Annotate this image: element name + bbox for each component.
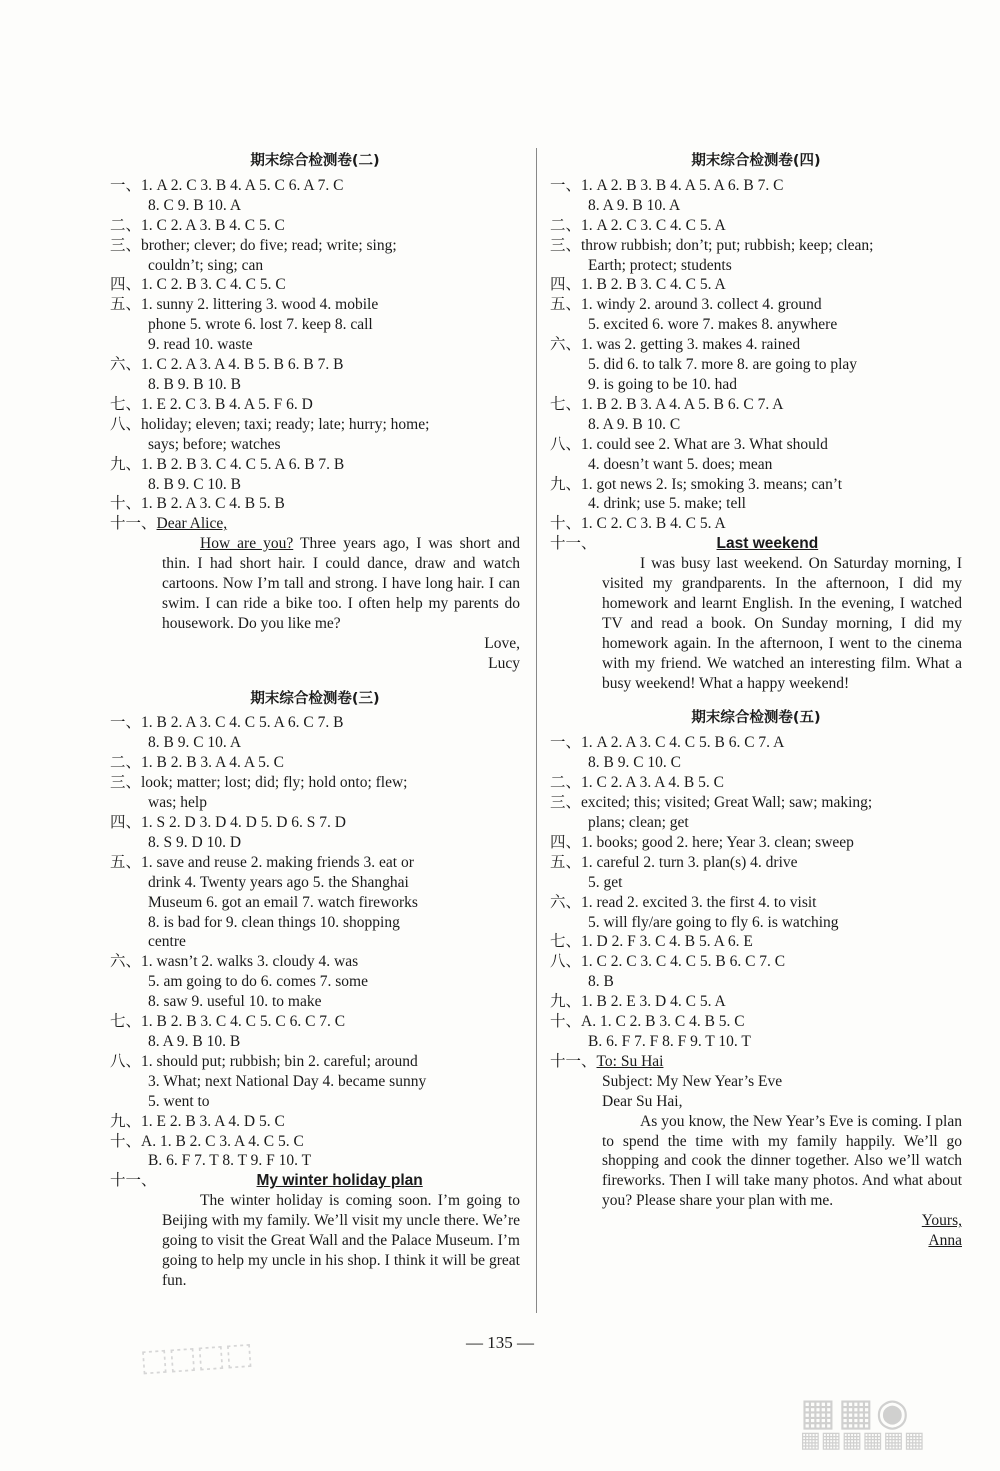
answer-line: 五、1. save and reuse 2. making friends 3. eat or <box>110 853 414 871</box>
answer-line: 九、1. B 2. B 3. C 4. C 5. A 6. B 7. B <box>110 455 345 473</box>
answer-line: 8. A 9. B 10. B <box>148 1032 241 1050</box>
answer-line: 五、1. careful 2. turn 3. plan(s) 4. drive <box>550 853 798 871</box>
email-greeting: Dear Su Hai, <box>602 1092 683 1110</box>
answer-line: 六、1. wasn’t 2. walks 3. cloudy 4. was <box>110 953 359 971</box>
answer-line: 十、1. C 2. C 3. B 4. C 5. A <box>550 515 726 533</box>
letter-body <box>110 534 520 634</box>
essay-text: The winter holiday is coming soon. I’m going to Beijing with my family. We’ll visit my uncle there. We’re going to visit the Great Wall and the Palace Museum. I’m going to help my uncle in his shop. I think it will be great fun. <box>162 1192 520 1289</box>
answer-line: 8. S 9. D 10. D <box>148 833 242 851</box>
letter-header <box>110 514 520 534</box>
answer-line: 8. B <box>588 973 614 991</box>
answer-line: 一、1. B 2. A 3. C 4. C 5. A 6. C 7. B <box>110 714 344 732</box>
answer-line: 四、1. S 2. D 3. D 4. D 5. D 6. S 7. D <box>110 814 346 831</box>
email-to-line <box>550 1052 962 1072</box>
letter-text: Three years ago, I was short and thin. I had short hair. I could dance, draw and watch cartoons. Now I’m tall and strong. I have long hair. I can swim. I can ride a bike too. I often help my parents do housework. Do you like me? <box>162 535 520 632</box>
answer-line: 8. saw 9. useful 10. to make <box>148 993 322 1011</box>
letter-greeting: Dear Alice, <box>156 515 228 533</box>
answer-line: was; help <box>148 794 207 812</box>
essay-header <box>550 534 962 554</box>
answer-line: 5. am going to do 6. comes 7. some <box>148 973 368 991</box>
answer-line: 3. What; next National Day 4. became sunny <box>148 1072 427 1090</box>
answer-line: 九、1. got news 2. Is; smoking 3. means; can’t <box>550 475 843 493</box>
answer-line: B. 6. F 7. F 8. F 9. T 10. T <box>588 1032 751 1050</box>
essay-body <box>550 554 962 693</box>
email-closing: Yours, <box>921 1212 962 1230</box>
answer-line: 8. A 9. B 10. C <box>588 415 681 433</box>
answer-line: 六、1. C 2. A 3. A 4. B 5. B 6. B 7. B <box>110 356 344 374</box>
answer-line: 5. excited 6. wore 7. makes 8. anywhere <box>588 316 838 334</box>
section-title: 期末综合检测卷(三) <box>250 690 380 707</box>
answer-line: 二、1. B 2. B 3. A 4. A 5. C <box>110 754 284 772</box>
answer-line: 8. A 9. B 10. A <box>588 196 681 214</box>
answer-block <box>110 713 520 1171</box>
answer-line: 七、1. E 2. C 3. B 4. A 5. F 6. D <box>110 395 313 413</box>
answer-line: 8. B 9. C 10. B <box>148 475 242 493</box>
answer-line: couldn’t; sing; can <box>148 256 264 274</box>
answer-line: 5. went to <box>148 1092 210 1110</box>
answer-line: 二、1. C 2. A 3. B 4. C 5. C <box>110 216 285 234</box>
answer-line: 四、1. C 2. B 3. C 4. C 5. C <box>110 276 286 294</box>
answer-line: 五、1. sunny 2. littering 3. wood 4. mobile <box>110 296 379 314</box>
answer-line: 三、look; matter; lost; did; fly; hold onto; flew; <box>110 774 408 792</box>
email-subject: Subject: My New Year’s Eve <box>602 1072 783 1090</box>
answer-line: 五、1. windy 2. around 3. collect 4. ground <box>550 296 822 314</box>
answer-line: drink 4. Twenty years ago 5. the Shanghai <box>148 873 409 891</box>
answer-line: 九、1. B 2. E 3. D 4. C 5. A <box>550 993 726 1011</box>
answer-line: 三、brother; clever; do five; read; write; sing; <box>110 236 397 254</box>
faded-stamp-logo: ⬚⬚⬚⬚ <box>138 1336 255 1379</box>
answer-line: 8. B 9. B 10. B <box>148 375 242 393</box>
left-column <box>110 150 520 1291</box>
answer-block <box>550 733 962 1052</box>
right-column <box>550 150 962 1251</box>
section-title: 期末综合检测卷(四) <box>691 153 821 169</box>
answer-line: 二、1. C 2. A 3. A 4. B 5. C <box>550 774 724 792</box>
answer-block <box>110 176 520 514</box>
answer-block <box>550 176 962 534</box>
answer-line: 十、1. B 2. A 3. C 4. B 5. B <box>110 495 285 513</box>
answer-line: 5. will fly/are going to fly 6. is watching <box>588 913 839 931</box>
answer-line: 一、1. A 2. C 3. B 4. A 5. C 6. A 7. C <box>110 176 344 194</box>
email-to: To: Su Hai <box>596 1052 664 1070</box>
answer-line: plans; clean; get <box>588 814 689 831</box>
essay-title: My winter holiday plan <box>256 1172 423 1190</box>
answer-line: 一、1. A 2. B 3. B 4. A 5. A 6. B 7. C <box>550 176 784 194</box>
answer-line: 八、1. should put; rubbish; bin 2. careful; around <box>110 1052 418 1070</box>
answer-line: 十、A. 1. B 2. C 3. A 4. C 5. C <box>110 1132 304 1150</box>
essay-text: I was busy last weekend. On Saturday morning, I visited my grandparents. In the afternoon, I did my homework and learnt English. In the evening, I watched TV and read a book. On Sunday morning, I did my homework again. In the afternoon, I went to the cinema with my friend. We watched an interesting film. What a busy weekend! What a happy weekend! <box>602 555 962 692</box>
question-label: 十一、 <box>110 1172 157 1190</box>
answer-line: 9. is going to be 10. had <box>588 375 737 393</box>
section-title: 期末综合检测卷(五) <box>691 710 821 727</box>
section-title: 期末综合检测卷(二) <box>250 153 380 169</box>
answer-line: 8. B 9. C 10. A <box>148 734 242 752</box>
answer-line: 八、1. could see 2. What are 3. What should <box>550 435 828 453</box>
answer-line: 5. get <box>588 873 623 891</box>
watermark-logo: ▦▦◉ ▦▦▦▦▦▦ <box>800 1390 925 1453</box>
email-signature: Anna <box>928 1232 962 1250</box>
question-label: 十一、 <box>550 1052 597 1070</box>
answer-line: 十、A. 1. C 2. B 3. C 4. B 5. C <box>550 1013 745 1031</box>
answer-line: 一、1. A 2. A 3. C 4. C 5. B 6. C 7. A <box>550 734 785 752</box>
question-label: 十一、 <box>110 515 157 533</box>
answer-line: 八、holiday; eleven; taxi; ready; late; hurry; home; <box>110 415 430 433</box>
answer-line: 三、throw rubbish; don’t; put; rubbish; keep; clean; <box>550 236 874 254</box>
question-label: 十一、 <box>550 535 597 553</box>
answer-line: 4. doesn’t want 5. does; mean <box>588 455 773 473</box>
letter-closing: Love, <box>484 634 520 652</box>
answer-line: 七、1. B 2. B 3. A 4. A 5. B 6. C 7. A <box>550 395 784 413</box>
answer-line: phone 5. wrote 6. lost 7. keep 8. call <box>148 316 373 334</box>
answer-line: says; before; watches <box>148 435 281 453</box>
letter-signature: Lucy <box>488 654 520 672</box>
answer-line: 8. is bad for 9. clean things 10. shopping <box>148 913 400 931</box>
answer-line: 八、1. C 2. C 3. C 4. C 5. B 6. C 7. C <box>550 953 786 971</box>
answer-line: 七、1. D 2. F 3. C 4. B 5. A 6. E <box>550 933 753 951</box>
answer-line: 4. drink; use 5. make; tell <box>588 495 746 513</box>
answer-line: Earth; protect; students <box>588 256 732 274</box>
essay-title: Last weekend <box>716 535 819 553</box>
email-text: As you know, the New Year’s Eve is coming. I plan to spend the time with my family happily. We’ll go shopping and cook the dinner together. Also we’ll watch fireworks. Then I will take many photos. And what about you? Please share your plan with me. <box>602 1112 962 1210</box>
answer-line: 二、1. A 2. C 3. C 4. C 5. A <box>550 216 726 234</box>
essay-header <box>110 1171 520 1191</box>
column-divider <box>536 148 537 1313</box>
answer-line: 九、1. E 2. B 3. A 4. D 5. C <box>110 1112 285 1130</box>
answer-line: 四、1. books; good 2. here; Year 3. clean; sweep <box>550 833 854 851</box>
answer-line: 七、1. B 2. B 3. C 4. C 5. C 6. C 7. C <box>110 1013 346 1031</box>
answer-line: 四、1. B 2. B 3. C 4. C 5. A <box>550 276 726 294</box>
letter-opening: How are you? <box>200 535 294 553</box>
answer-line: Museum 6. got an email 7. watch fireworks <box>148 893 418 911</box>
answer-line: B. 6. F 7. T 8. T 9. F 10. T <box>148 1152 312 1170</box>
answer-line: 六、1. was 2. getting 3. makes 4. rained <box>550 336 801 354</box>
answer-line: 5. did 6. to talk 7. more 8. are going to play <box>588 356 858 374</box>
answer-line: centre <box>148 933 186 951</box>
page-number: — 135 — <box>466 1333 534 1352</box>
answer-line: 六、1. read 2. excited 3. the first 4. to visit <box>550 893 817 911</box>
answer-line: 8. C 9. B 10. A <box>148 196 242 214</box>
answer-line: 8. B 9. C 10. C <box>588 754 682 772</box>
answer-line: 9. read 10. waste <box>148 336 253 354</box>
essay-body <box>110 1191 520 1291</box>
email-body <box>550 1112 962 1212</box>
answer-line: 三、excited; this; visited; Great Wall; saw; making; <box>550 794 873 812</box>
